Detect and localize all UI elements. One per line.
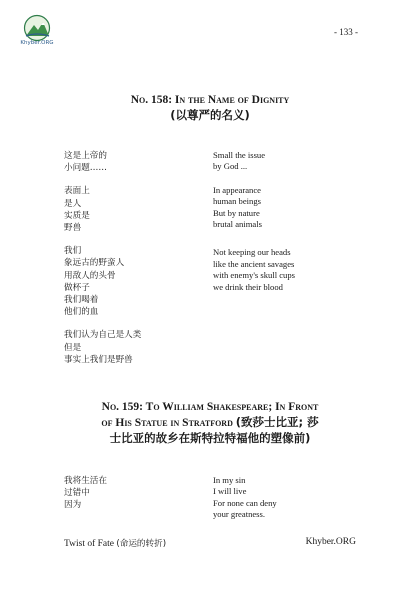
poem-line: 但是 xyxy=(64,342,82,353)
poem-158-title-en: No. 158: In the Name of Dignity xyxy=(130,94,290,106)
poem-158-chinese-column xyxy=(64,150,204,366)
poem-line: 用敌人的头骨 xyxy=(64,270,116,281)
poem-line: In appearance xyxy=(213,184,261,195)
poem-line: Not keeping our heads xyxy=(213,247,291,258)
poem-line: like the ancient savages xyxy=(213,258,295,269)
poem-158-title xyxy=(40,93,380,123)
poem-line: 过错中 xyxy=(64,488,90,499)
poem-158-title-cn: (以尊严的名义) xyxy=(170,108,250,122)
logo-text: Khyber.ORG xyxy=(20,40,54,46)
poem-line: For none can deny xyxy=(213,497,277,508)
poem-line: your greatness. xyxy=(213,509,266,520)
poem-line: brutal animals xyxy=(213,219,262,230)
poem-line: I will live xyxy=(213,486,247,497)
poem-line: human beings xyxy=(213,196,261,207)
poem-line: 这是上帝的 xyxy=(64,151,107,161)
chinese-stanza xyxy=(64,245,204,318)
poem-line: 小问题…… xyxy=(64,163,107,174)
footer-title-cn: (命运的转折) xyxy=(116,539,167,549)
poem-159-english-column xyxy=(213,475,363,521)
poem-line: 事实上我们是野兽 xyxy=(64,354,133,365)
chinese-stanza xyxy=(64,329,204,366)
poem-line: 野兽 xyxy=(64,223,82,234)
poem-line: by God ... xyxy=(213,161,248,172)
english-stanza xyxy=(213,247,363,293)
poem-line: 象远古的野蛮人 xyxy=(64,258,125,269)
english-stanza xyxy=(213,150,363,173)
poem-159-title-line1: No. 159: To William Shakespeare; In Front xyxy=(101,401,319,413)
poem-line: 我们 xyxy=(64,246,82,257)
poem-line: 他们的血 xyxy=(64,307,99,318)
poem-line: 实质是 xyxy=(64,210,90,221)
poem-line: 是人 xyxy=(64,198,82,209)
poem-line: 我将生活在 xyxy=(64,476,107,486)
poem-line: 我们喝着 xyxy=(64,295,99,306)
poem-line: Small the issue xyxy=(213,150,266,160)
poem-line: 表面上 xyxy=(64,186,90,197)
chinese-stanza xyxy=(64,150,204,174)
poem-line: with enemy's skull cups xyxy=(213,270,295,281)
poem-line: 因为 xyxy=(64,500,82,511)
poem-line: 我们认为自己是人类 xyxy=(64,330,142,341)
footer-site-name: Khyber.ORG xyxy=(305,537,356,547)
poem-line: we drink their blood xyxy=(213,281,283,292)
footer-title-en: Twist of Fate xyxy=(64,539,114,549)
poem-line: In my sin xyxy=(213,475,246,485)
poem-158-english-column xyxy=(213,150,363,293)
poem-159-chinese-column xyxy=(64,475,204,512)
poem-line: But by nature xyxy=(213,207,260,218)
poem-159-title-line2-en: of His Statue in Stratford xyxy=(101,417,233,429)
poem-line: 做杯子 xyxy=(64,282,90,293)
english-stanza xyxy=(213,185,363,231)
poem-159-title xyxy=(40,400,380,446)
poem-159-title-line2-cn: (致莎士比亚; 莎 xyxy=(235,415,319,429)
khyber-logo xyxy=(15,14,59,54)
footer-book-title xyxy=(64,537,166,549)
poem-159-title-line3-cn: 士比亚的故乡在斯特拉特福他的塑像前) xyxy=(109,431,311,445)
page-number: - 133 - xyxy=(334,27,358,37)
chinese-stanza xyxy=(64,185,204,234)
